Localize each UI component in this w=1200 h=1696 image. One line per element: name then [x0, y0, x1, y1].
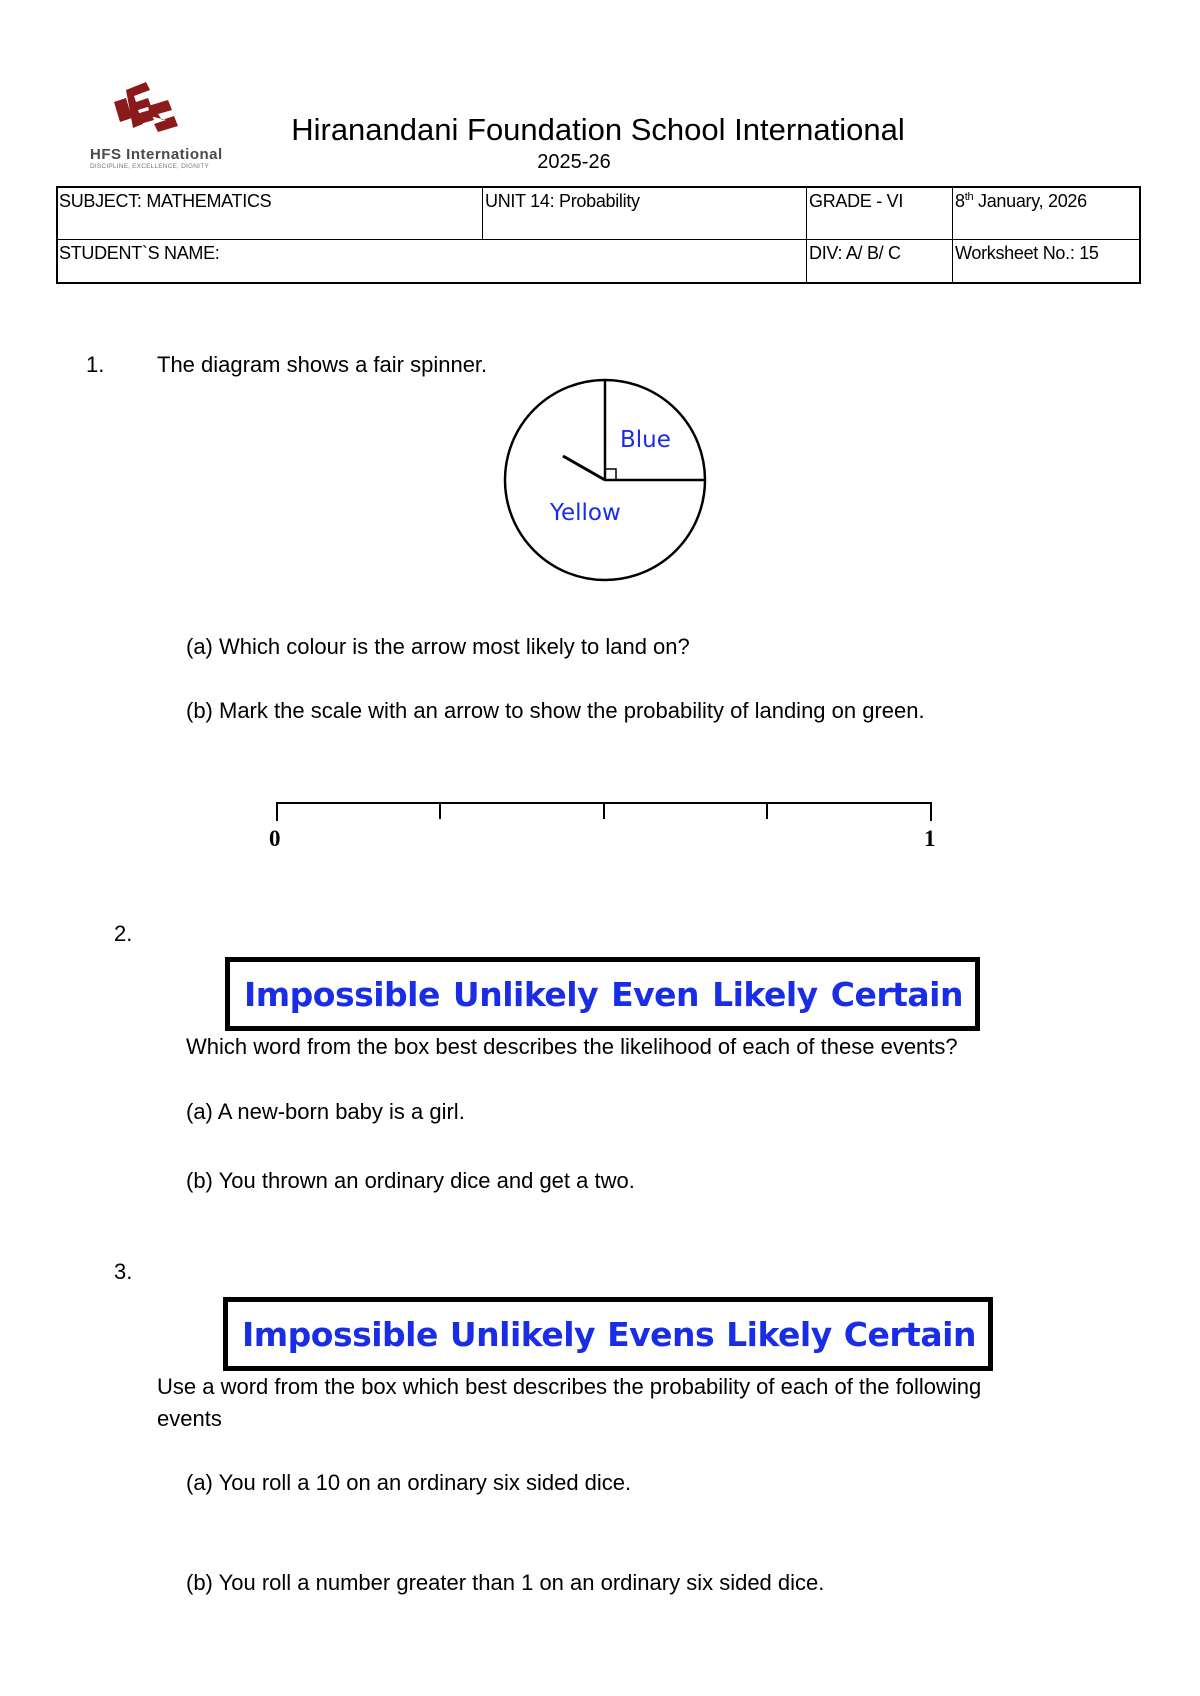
school-name-text: Hiranandani Foundation School International: [291, 112, 905, 147]
date-month-year: January, 2026: [973, 191, 1087, 211]
word-impossible: Impossible: [242, 1314, 438, 1354]
question-1a: (a) Which colour is the arrow most likely to land on?: [186, 634, 690, 659]
date-cell: [954, 188, 1087, 212]
word-certain: Certain: [830, 974, 963, 1014]
question-2-number: 2.: [114, 921, 133, 946]
question-3-prompt-line2: events: [157, 1406, 222, 1431]
table-col-divider: [952, 188, 953, 282]
spinner-diagram: [500, 376, 710, 591]
question-3-number: 3.: [114, 1259, 133, 1284]
scale-label-1: 1: [924, 826, 936, 851]
date-suffix: th: [964, 191, 974, 203]
probability-scale-svg: [270, 796, 940, 826]
word-certain: Certain: [843, 1314, 976, 1354]
spinner-label-yellow: Yellow: [550, 500, 621, 526]
question-2b: (b) You thrown an ordinary dice and get a two.: [186, 1168, 635, 1193]
table-col-divider: [806, 188, 807, 282]
word-evens: Evens: [607, 1314, 715, 1354]
school-name: [0, 112, 1200, 148]
spinner-svg: [500, 376, 710, 586]
probability-scale: [270, 796, 940, 831]
question-1-text: The diagram shows a fair spinner.: [157, 352, 488, 377]
question-3b: (b) You roll a number greater than 1 on an ordinary six sided dice.: [186, 1570, 825, 1595]
word-box-q3: [223, 1297, 993, 1371]
question-1b: (b) Mark the scale with an arrow to show the probability of landing on green.: [186, 698, 925, 723]
spinner-label-blue: Blue: [620, 427, 671, 453]
word-impossible: Impossible: [244, 974, 440, 1014]
grade-cell: GRADE - VI: [809, 191, 904, 211]
table-col-divider: [482, 188, 483, 239]
word-likely: Likely: [726, 1314, 832, 1354]
question-2-prompt: Which word from the box best describes the likelihood of each of these events?: [186, 1034, 958, 1059]
word-likely: Likely: [712, 974, 818, 1014]
division-cell: DIV: A/ B/ C: [809, 243, 901, 263]
word-box-q2: [225, 957, 980, 1031]
academic-year: 2025-26: [537, 151, 611, 173]
question-1-number: 1.: [86, 352, 105, 377]
info-table: [56, 186, 1141, 284]
worksheet-number-cell: Worksheet No.: 15: [955, 243, 1099, 263]
student-name-cell: STUDENT`S NAME:: [59, 243, 220, 263]
question-3a: (a) You roll a 10 on an ordinary six sided dice.: [186, 1470, 632, 1495]
word-even: Even: [611, 974, 700, 1014]
word-unlikely: Unlikely: [449, 1314, 596, 1354]
date-day: 8: [955, 191, 965, 211]
logo-text: HFS International: [90, 146, 223, 163]
question-2a: (a) A new-born baby is a girl.: [186, 1099, 465, 1124]
right-angle-marker: [605, 469, 616, 480]
subject-cell: SUBJECT: MATHEMATICS: [59, 191, 272, 211]
spinner-arrow: [563, 456, 605, 480]
unit-cell: UNIT 14: Probability: [485, 191, 640, 211]
question-3-prompt-line1: Use a word from the box which best describes the probability of each of the following: [157, 1374, 982, 1399]
logo-tagline: DISCIPLINE, EXCELLENCE, DIGNITY: [90, 163, 209, 170]
scale-label-0: 0: [269, 826, 281, 851]
word-unlikely: Unlikely: [452, 974, 599, 1014]
